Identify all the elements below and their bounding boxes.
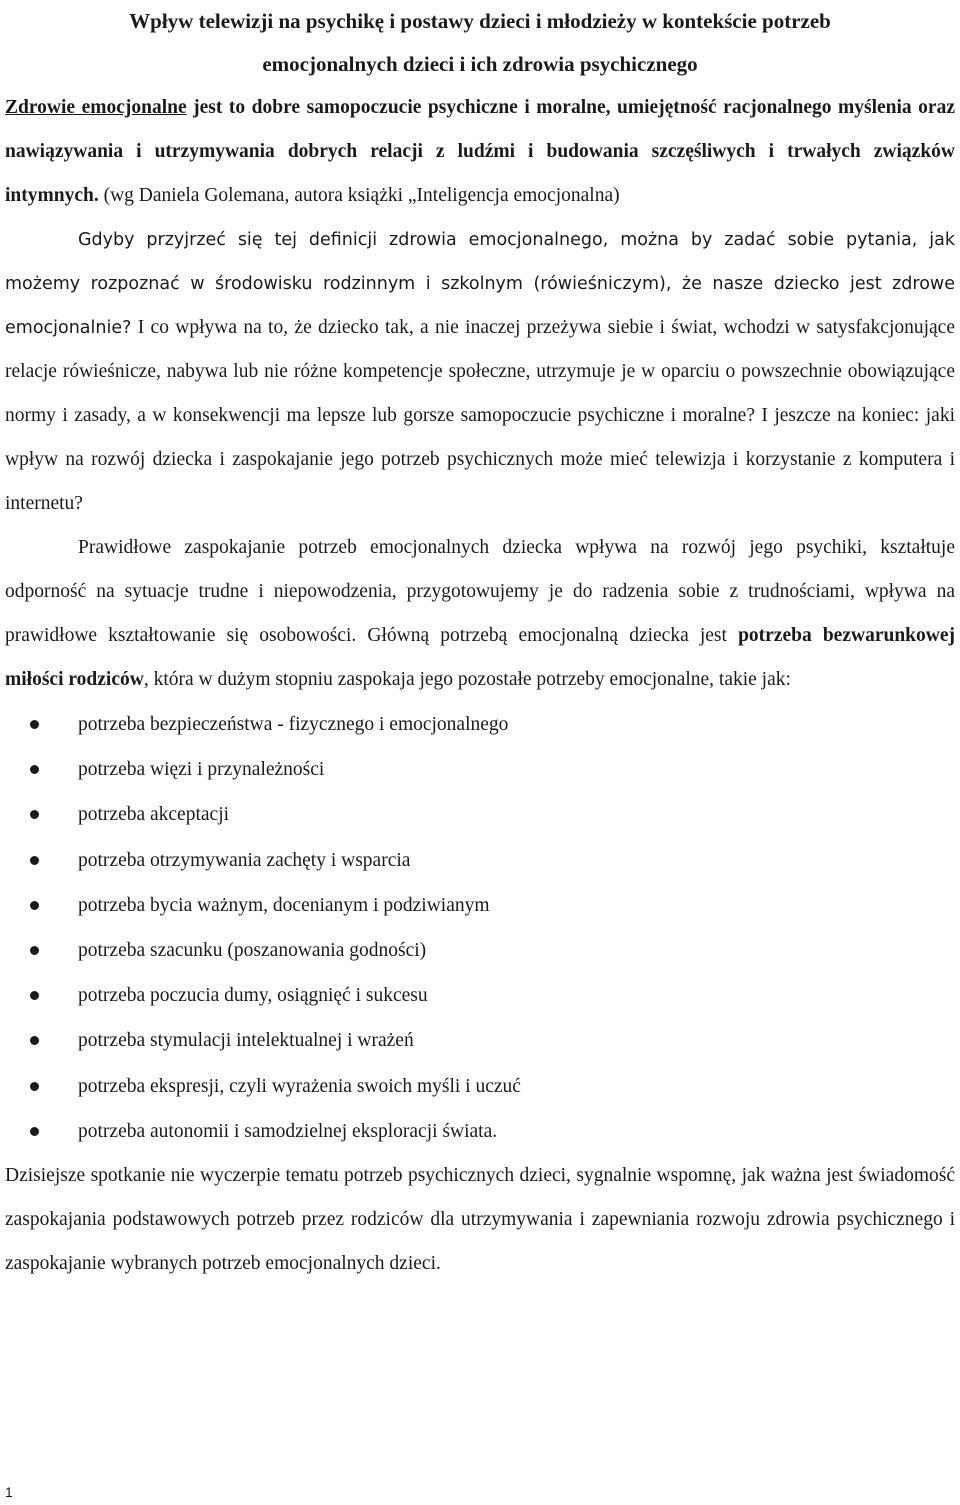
document-page bbox=[5, 0, 955, 1286]
list-item: potrzeba poczucia dumy, osiągnięć i sukcesu bbox=[5, 973, 955, 1018]
list-item: potrzeba ekspresji, czyli wyrażenia swoich myśli i uczuć bbox=[5, 1064, 955, 1109]
list-item: potrzeba stymulacji intelektualnej i wrażeń bbox=[5, 1018, 955, 1063]
bullet-icon bbox=[30, 720, 39, 729]
list-item: potrzeba otrzymywania zachęty i wsparcia bbox=[5, 838, 955, 883]
list-item: potrzeba autonomii i samodzielnej eksploracji świata. bbox=[5, 1109, 955, 1154]
bullet-icon bbox=[30, 901, 39, 910]
paragraph-needs-part1: Prawidłowe zaspokajanie potrzeb emocjonalnych dziecka wpływa na rozwój jego psychiki, kształtuje odporność na sytuacje trudne i niepowodzenia, przygotowujemy je do radzenia sobie z trudnościami, wpływa na prawidłowe kształtowanie się osobowości. Główną potrzebą emocjonalną dziecka jest bbox=[5, 537, 955, 646]
paragraph-needs-intro bbox=[5, 526, 955, 702]
title-line-1: Wpływ telewizji na psychikę i postawy dzieci i młodzieży w kontekście potrzeb bbox=[129, 9, 831, 33]
paragraph-questions-part2: I co wpływa na to, że dziecko tak, a nie inaczej przeżywa siebie i świat, wchodzi w satysfakcjonujące relacje rówieśnicze, nabywa lub nie różne kompetencje społeczne, utrzymuje je w oparciu o powszechnie obowiązujące normy i zasady, a w konsekwencji ma lepsze lub gorsze samopoczucie psychiczne i moralne? I jeszcze na koniec: jaki wpływ na rozwój dziecka i zaspokajanie jego potrzeb psychicznych może mieć telewizja i korzystanie z komputera i internetu? bbox=[5, 317, 955, 514]
bullet-icon bbox=[30, 810, 39, 819]
document-title bbox=[5, 0, 955, 86]
defined-term: Zdrowie emocjonalne bbox=[5, 97, 187, 118]
list-item: potrzeba bezpieczeństwa - fizycznego i emocjonalnego bbox=[5, 702, 955, 747]
intro-definition bbox=[5, 86, 955, 218]
bullet-icon bbox=[30, 1082, 39, 1091]
closing-paragraph: Dzisiejsze spotkanie nie wyczerpie tematu potrzeb psychicznych dzieci, sygnalnie wspomnę, jak ważna jest świadomość zaspokajania podstawowych potrzeb przez rodziców dla utrzymywania i zapewniania rozwoju zdrowia psychicznego i zaspokajanie wybranych potrzeb emocjonalnych dzieci. bbox=[5, 1165, 955, 1275]
bullet-icon bbox=[30, 765, 39, 774]
list-item: potrzeba akceptacji bbox=[5, 792, 955, 837]
definition-source: (wg Daniela Golemana, autora książki „Inteligencja emocjonalna) bbox=[98, 185, 620, 206]
paragraph-needs-part2: , która w dużym stopniu zaspokaja jego pozostałe potrzeby emocjonalne, takie jak: bbox=[143, 669, 791, 690]
definition-text: jest to dobre samopoczucie psychiczne i moralne, umiejętność racjonalnego myślenia oraz nawiązywania i utrzymywania dobrych relacji z ludźmi i budowania szczęśliwych i trwałych związków intymnych. bbox=[5, 97, 955, 206]
paragraph-questions-part1: Gdyby przyjrzeć się tej definicji zdrowia emocjonalnego, można by zadać sobie pytania, jak możemy rozpoznać w środowisku rodzinnym i szkolnym (rówieśniczym), że nasze dziecko jest zdrowe emocjonalnie? bbox=[5, 230, 955, 338]
bullet-icon bbox=[30, 1127, 39, 1136]
list-item: potrzeba szacunku (poszanowania godności) bbox=[5, 928, 955, 973]
page-number: 1 bbox=[5, 1484, 13, 1500]
paragraph-questions bbox=[5, 218, 955, 526]
bullet-icon bbox=[30, 856, 39, 865]
title-line-2: emocjonalnych dzieci i ich zdrowia psychicznego bbox=[262, 52, 698, 76]
bullet-icon bbox=[30, 991, 39, 1000]
bullet-icon bbox=[30, 1036, 39, 1045]
list-item: potrzeba bycia ważnym, docenianym i podziwianym bbox=[5, 883, 955, 928]
key-need: potrzeba bezwarunkowej miłości rodziców bbox=[5, 625, 955, 690]
bullet-icon bbox=[30, 946, 39, 955]
list-item: potrzeba więzi i przynależności bbox=[5, 747, 955, 792]
needs-list bbox=[5, 702, 955, 1154]
